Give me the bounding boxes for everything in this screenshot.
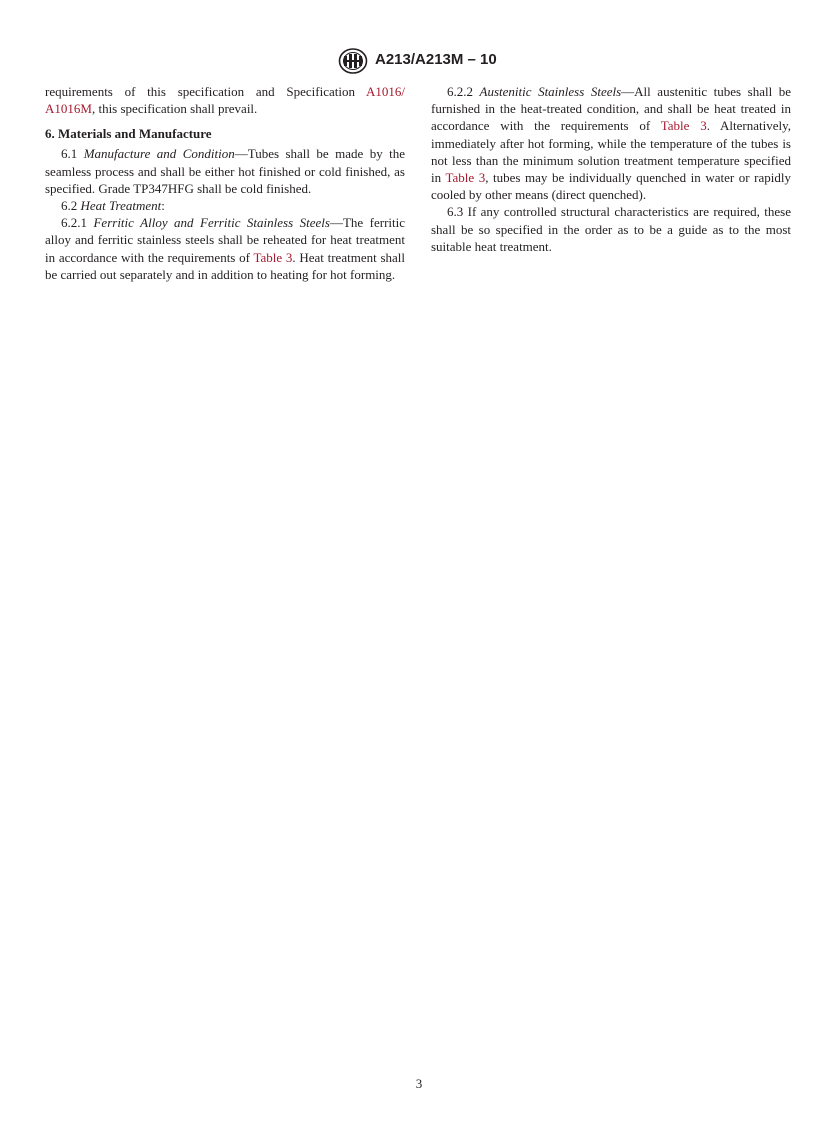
paragraph-title: Manufacture and Condition xyxy=(83,146,235,162)
paragraph-text: . Alternatively, immediately after hot forming, while the temperature of the tubes is not less than the minimum solution treatment temperature specified in xyxy=(431,118,791,186)
left-column xyxy=(45,83,405,283)
paragraph-text: —All austenitic tubes shall be furnished in the heat-treated condition, and shall be heat treated in accordance with the requirements of xyxy=(431,84,791,134)
table-3-link[interactable]: Table 3 xyxy=(445,170,486,186)
page-header xyxy=(0,48,838,74)
right-column xyxy=(431,83,791,255)
paragraph-number: 6.1 xyxy=(61,146,84,162)
table-3-link[interactable]: Table 3 xyxy=(253,249,293,265)
paragraph-text: —The ferritic alloy and ferritic stainless steels shall be reheated for heat treatment in accordance with the requirements of xyxy=(45,215,406,265)
paragraph-6-3: 6.3 If any controlled structural characteristics are required, these shall be so specified in the order as to be a guide as to the most suitable heat treatment. xyxy=(431,204,791,254)
paragraph-6-2-2 xyxy=(431,83,791,203)
paragraph-text: : xyxy=(161,198,165,214)
paragraph-number: 6.2.1 xyxy=(61,215,94,231)
table-3-link[interactable]: Table 3 xyxy=(660,118,707,134)
paragraph-6-2 xyxy=(45,197,405,214)
astm-logo-icon xyxy=(338,48,368,74)
continuation-paragraph xyxy=(45,83,405,117)
paragraph-6-1 xyxy=(45,145,405,197)
paragraph-tail: , tubes may be individually quenched in water or rapidly cooled by other means (direct quenched). xyxy=(431,170,791,203)
paragraph-title: Austenitic Stainless Steels xyxy=(479,84,622,99)
paragraph-number: 6.2.2 xyxy=(447,84,480,99)
paragraph-title: Ferritic Alloy and Ferritic Stainless Steels xyxy=(93,215,330,231)
paragraph-number: 6.2 xyxy=(61,198,81,214)
document-designation: A213/A213M – 10 xyxy=(375,51,497,68)
section-heading: 6. Materials and Manufacture xyxy=(45,126,212,142)
paragraph-6-2-1 xyxy=(45,214,405,283)
paragraph-tail: . Heat treatment shall be carried out separately and in addition to heating for hot forming. xyxy=(45,249,405,282)
spec-a1016-link[interactable]: A1016/ A1016M xyxy=(45,84,405,117)
paragraph-title: Heat Treatment xyxy=(80,198,162,214)
page-number: 3 xyxy=(415,1076,423,1091)
paragraph-text: —Tubes shall be made by the seamless process and shall be either hot finished or cold finished, as specified. Grade TP347HFG shall be cold finished. xyxy=(45,146,406,196)
continuation-tail: , this specification shall prevail. xyxy=(91,101,258,117)
continuation-text: requirements of this specification and Specification xyxy=(45,84,366,99)
